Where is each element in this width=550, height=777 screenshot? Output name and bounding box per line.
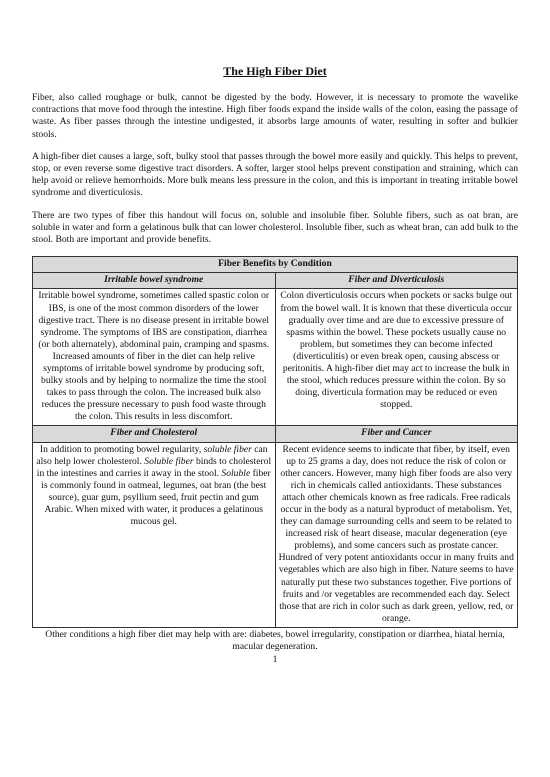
cholesterol-text-part: fiber is commonly found in oatmeal, legumes, oat bran (the best source), guar gum, psyllium seed, fruit pectin and gum Arabic. When mixed with water, it produces a gelatinous mucous gel. bbox=[41, 467, 271, 528]
cholesterol-text bbox=[33, 442, 276, 627]
table-title: Fiber Benefits by Condition bbox=[33, 257, 518, 273]
cholesterol-text-part: binds to cholesterol in the intestines and carries it away in the stool. bbox=[36, 455, 272, 479]
cholesterol-italic-term: soluble fiber bbox=[203, 443, 252, 455]
cancer-text: Recent evidence seems to indicate that fiber, by itself, even up to 25 grams a day, does not reduce the risk of colon or other cancers. However, many high fiber foods are also very rich in chemicals called antioxidants. These substances attach other chemicals known as free radicals. Free radicals occur in the body as a natural byproduct of metabolism. Yet, they can damage surrounding cells and seem to be related to increased risk of heart disease, macular degeneration (eye problems), and some cancers such as prostate cancer. Hundred of very potent antioxidants occur in many fruits and vegetables which are also high in fiber. Nature seems to have naturally put these two substances together. Five portions of fruits and /or vegetables are recommended each day. Select those that are rich in color such as dark green, yellow, red, or orange. bbox=[275, 442, 518, 627]
intro-paragraph-1: Fiber, also called roughage or bulk, cannot be digested by the body. However, it is necessary to promote the wavelike contractions that move food through the intestine. High fiber foods expand the inside walls of the colon, easing the passage of waste. As fiber passes through the intestine undigested, it absorbs large amounts of water, resulting in softer and bulkier stools. bbox=[32, 92, 518, 140]
cancer-heading: Fiber and Cancer bbox=[275, 426, 518, 442]
page-title: The High Fiber Diet bbox=[223, 64, 327, 78]
table-header-row bbox=[33, 273, 518, 289]
table-row bbox=[33, 442, 518, 627]
ibs-heading: Irritable bowel syndrome bbox=[33, 273, 276, 289]
cholesterol-heading: Fiber and Cholesterol bbox=[33, 426, 276, 442]
diverticulosis-text: Colon diverticulosis occurs when pockets or sacks bulge out from the bowel wall. It is known that these diverticula occur gradually over time and are due to excessive pressure of spasms within the bowel. These pockets usually cause no problem, but sometimes they can become infected (diverticulitis) or even break open, causing abscess or peritonitis. A high-fiber diet may act to increase the bulk in the stool, which reduces pressure within the colon. By so doing, diverticula formation may be reduced or even stopped. bbox=[275, 289, 518, 426]
cholesterol-text-part: In addition to promoting bowel regularity, bbox=[39, 443, 204, 455]
fiber-benefits-table bbox=[32, 256, 518, 628]
other-conditions-note: Other conditions a high fiber diet may help with are: diabetes, bowel irregularity, constipation or diarrhea, hiatal hernia, macular degeneration. bbox=[45, 628, 505, 653]
intro-paragraph-2: A high-fiber diet causes a large, soft, bulky stool that passes through the bowel more easily and quickly. This helps to prevent, stop, or even reverse some digestive tract disorders. A softer, larger stool helps prevent constipation and straining, which can help avoid or relieve hemorrhoids. More bulk means less pressure in the colon, and this is important in treating irritable bowel syndrome and diverticulosis. bbox=[32, 150, 518, 199]
cholesterol-italic-term: Soluble bbox=[221, 467, 251, 479]
table-header-row bbox=[33, 426, 518, 442]
ibs-text: Irritable bowel syndrome, sometimes called spastic colon or IBS, is one of the most common disorders of the lower digestive tract. There is no disease present in irritable bowel syndrome. The symptoms of IBS are constipation, diarrhea (or both alternately), abdominal pain, cramping and spasms. Increased amounts of fiber in the diet can help relive symptoms of irritable bowel syndrome by producing soft, bulky stools and by helping to normalize the time the stool takes to pass through the colon. The increased bulk also reduces the pressure necessary to push food waste through the colon. This results in less discomfort. bbox=[33, 289, 276, 426]
page-number: 1 bbox=[272, 654, 278, 666]
diverticulosis-heading: Fiber and Diverticulosis bbox=[275, 273, 518, 289]
table-title-row bbox=[33, 257, 518, 273]
cholesterol-italic-term: Soluble fiber bbox=[144, 455, 194, 467]
cholesterol-text-part: can also help lower cholesterol. bbox=[36, 443, 268, 467]
table-row bbox=[33, 289, 518, 426]
intro-paragraph-3: There are two types of fiber this handout will focus on, soluble and insoluble fiber. Soluble fibers, such as oat bran, are soluble in water and form a gelatinous bulk that can lower cholesterol. Insoluble fiber, such as wheat bran, can add bulk to the stool. Both are important and provide benefits. bbox=[32, 209, 518, 246]
